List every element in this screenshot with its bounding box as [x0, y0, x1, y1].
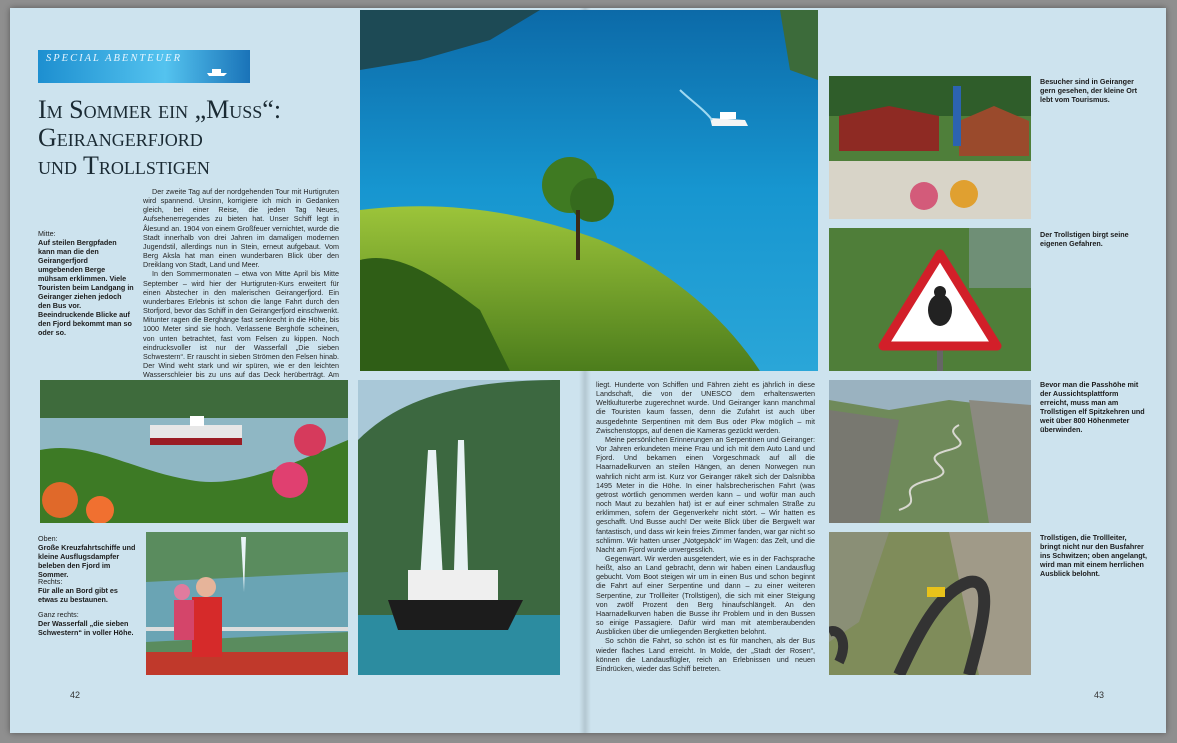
body-text-right [596, 380, 815, 673]
caption-rechts [38, 577, 138, 604]
cruise-ship-flowers-photo [40, 380, 348, 523]
caption-passhoehe [1040, 380, 1148, 434]
body-right-paragraph: liegt. Hunderte von Schiffen und Fähren zieht es jährlich in diese Landschaft, die von der UNESCO dem erhaltenswerten Weltkulturerbe zugerechnet wurde. Und Geiranger kann manchmal die Touristen kaum fassen, denn die Zufahrt ist auch über ausgedehnte Serpentinen mit dem Bus oder Pkw möglich – mit Zwischenstopps, auf denen die Kameras gezückt werden. [596, 380, 815, 435]
caption-rechts-label: Rechts: [38, 577, 63, 586]
fjord-panorama-photo [360, 10, 818, 371]
caption-trollleiter [1040, 533, 1148, 578]
ship-icon [206, 67, 228, 77]
headline-line-2: Geirangerfjord [38, 123, 203, 152]
caption-geiranger-text: Besucher sind in Geiranger gern gesehen, der kleine Ort lebt vom Tourismus. [1040, 77, 1138, 104]
caption-mitte [38, 229, 134, 337]
section-header-bar [38, 50, 250, 83]
caption-mitte-text: Auf steilen Bergpfaden kann man die den Geirangerfjord umgebenden Berge mühsam erklimmen. Viele Touristen beim Landgang in Geiranger ziehen jedoch den Bus vor. Beeindruckende Blicke auf den Fjord bekommt man so oder so. [38, 238, 134, 337]
trollstigen-road-photo [829, 532, 1031, 675]
ship-deck-people-photo [146, 532, 348, 675]
troll-sign-photo [829, 228, 1031, 371]
caption-troll-sign [1040, 230, 1148, 248]
caption-rechts-text: Für alle an Bord gibt es etwas zu bestaunen. [38, 586, 118, 604]
waterfall-ferry-photo [358, 380, 560, 675]
headline-line-1: Im Sommer ein „Muss“: [38, 95, 282, 124]
serpentine-valley-photo [829, 380, 1031, 523]
caption-ganz-rechts-text: Der Wasserfall „die sieben Schwestern“ in voller Höhe. [38, 619, 134, 637]
page-number-left: 42 [70, 690, 81, 700]
body-left-paragraph: In den Sommermonaten – etwa von Mitte April bis Mitte September – wird hier der Hurtigruten-Kurs erweitert für einen Abstecher in den malerischen Geirangerfjord. Ein wunderbares Erlebnis ist schon die lange Fahrt durch den Storfjord, bevor das Schiff in den Geirangerfjord einschwenkt. Mitunter ragen die Berghänge fast senkrecht in die Höhe, bis 1000 Meter sind sie hoch. Verlassene Berghöfe scheinen, von unten betrachtet, fast vom Felsen zu kippen. Noch eindrucksvoller ist nur der Wasserfall „Die sieben Schwestern“. Er rauscht in sieben Strömen den Felsen hinab. Der Wind weht stark und wir spüren, wie er den leichten Wasserschleier bis zu uns auf das Deck herüberträgt. Am [143, 269, 339, 380]
caption-passhoehe-text: Bevor man die Passhöhe mit der Aussichtsplattform erreicht, muss man am Trollstigen elf Spitzkehren und weit über 800 Höhenmeter überwinden. [1040, 380, 1145, 434]
caption-ganz-rechts-label: Ganz rechts: [38, 610, 79, 619]
headline [38, 96, 358, 180]
body-text-left [143, 187, 339, 398]
geiranger-village-photo [829, 76, 1031, 219]
caption-mitte-label: Mitte: [38, 229, 56, 238]
caption-ganz-rechts [38, 610, 138, 637]
caption-geiranger [1040, 77, 1148, 104]
caption-oben-label: Oben: [38, 534, 58, 543]
caption-oben [38, 534, 138, 579]
body-right-paragraph: So schön die Fahrt, so schön ist es für manchen, als der Bus wieder flaches Land erreicht. In Molde, der „Stadt der Rosen“, können die Landausflügler, reich an Erlebnissen und neuen Eindrücken, wieder das Schiff betreten. [596, 636, 815, 673]
body-right-paragraph: Gegenwart. Wir werden ausgetendert, wie es in der Fachsprache heißt, also an Land gebracht, denn wir haben einen Landausflug gebucht. Vom Boot steigen wir um in einen Bus und schon beginnt die Fahrt auf einer Serpentine und dann – zu einer weiteren Serpentine, zur Trollleiter (Trollstigen), die sich mit einer Steigung von zwölf Prozent den Berg hinaufschlängelt. An den Haarnadelkurven haben die Busse ihr Problem und in den Bussen so einige Passagiere. Dafür wird man mit atemberaubenden Ausblicken über die umliegenden Bergketten belohnt. [596, 553, 815, 637]
caption-trollleiter-text: Trollstigen, die Trollleiter, bringt nicht nur den Busfahrer ins Schwitzen; oben angelangt, wird man mit einem herrlichen Ausblick belohnt. [1040, 533, 1148, 578]
caption-troll-sign-text: Der Trollstigen birgt seine eigenen Gefahren. [1040, 230, 1129, 248]
headline-line-3: und Trollstigen [38, 151, 210, 180]
body-left-paragraph: Der zweite Tag auf der nordgehenden Tour mit Hurtigruten wird spannend. Unsinn, korrigiere ich mich in Gedanken gleich, bei einer Reise, die jeden Tag Neues, Aufsehenerregendes zu bieten hat. Unser Schiff legt in Ålesund an. 1904 von einem Großfeuer vernichtet, wurde die Stadt innerhalb von drei Jahren im damaligen modernen Jugendstil, allerdings nun in Stein, erneut aufgebaut. Vom Berg Aksla hat man einen wunderbaren Blick über den Dreiklang von Stadt, Land und Meer. [143, 187, 339, 270]
caption-oben-text: Große Kreuzfahrtschiffe und kleine Ausflugsdampfer beleben den Fjord im Sommer. [38, 543, 136, 579]
section-header-label: SPECIAL ABENTEUER [46, 53, 182, 64]
page-number-right: 43 [1094, 690, 1105, 700]
body-right-paragraph: Meine persönlichen Erinnerungen an Serpentinen und Geiranger: Vor Jahren erkundeten meine Frau und ich mit dem Auto Land und Fjord. Und bekamen einen Vorgeschmack auf all die Haarnadelkurven an steilen Hängen, an denen Norwegen nun wahrlich nicht arm ist. Kurz vor Geiranger räkelt sich der Dalsnibba 1495 Meter in die Höhe. In einer halsbrecherischen Fahrt (was getrost wörtlich genommen werden kann – und wofür man auch noch Maut zu bezahlen hat) ist er auf einer schmalen Straße zu erklimmen, sofern der Gegenverkehr nicht stört. – Wir hatten es geschafft. Und Busse auch! Der weite Blick über die Bergwelt war fantastisch, und dass wir kein freies Zimmer fanden, war gar nicht so schlimm. Wir hatten unser „Notgepäck“ im Wagen: das Zelt, und die Nacht am Fjord wurde unvergesslich. [596, 434, 815, 554]
